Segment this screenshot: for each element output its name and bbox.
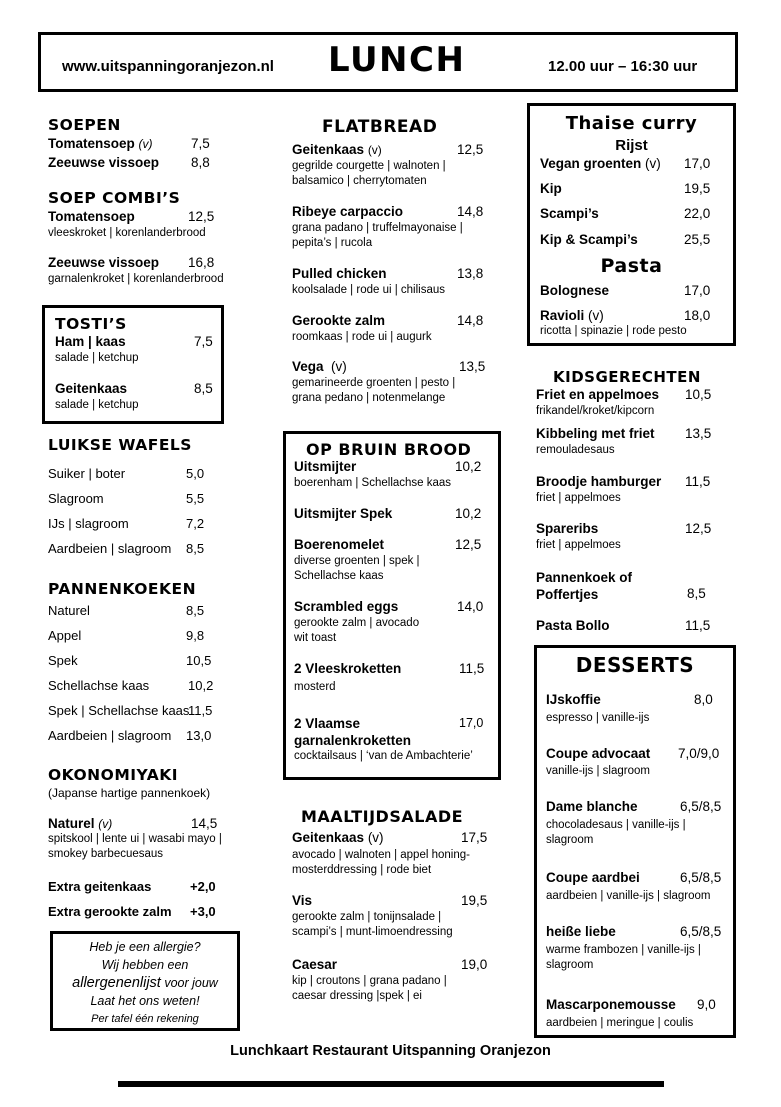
menu-item-price: 12,5 <box>457 142 484 157</box>
menu-item-price: 17,0 <box>459 716 484 730</box>
page-title: LUNCH <box>328 40 466 80</box>
menu-item-price: 10,5 <box>186 653 212 668</box>
website[interactable]: www.uitspanningoranjezon.nl <box>62 58 274 75</box>
extra-name: Extra gerookte zalm <box>48 904 172 919</box>
soepen-title: SOEPEN <box>48 116 121 134</box>
flatbread-title: FLATBREAD <box>322 117 438 137</box>
soep-combi-title: SOEP COMBI’S <box>48 189 181 207</box>
menu-item-desc: cocktailsaus | ‘van de Ambachterie’ <box>294 750 473 762</box>
menu-item-name: Caesar <box>292 957 338 972</box>
menu-item-name: Gerookte zalm <box>292 313 386 328</box>
menu-item-desc: gerookte zalm | tonijnsalade | scampi’s | munt-limoendressing <box>292 911 453 938</box>
menu-item-desc: gegrilde courgette | walnoten | balsamico | cherrytomaten <box>292 160 446 187</box>
menu-item-name: Coupe aardbei <box>546 870 640 885</box>
footer-rule <box>118 1081 664 1087</box>
menu-item-price: 25,5 <box>684 232 711 247</box>
menu-item-desc: frikandel/kroket/kipcorn <box>536 405 655 417</box>
menu-item-price: 17,0 <box>684 156 711 171</box>
menu-item-price: 5,0 <box>186 466 205 481</box>
menu-item-price: 10,2 <box>455 506 482 521</box>
menu-item-desc: avocado | walnoten | appel honing- mosterddressing | rode biet <box>292 849 470 876</box>
menu-item-price: 18,0 <box>684 308 711 323</box>
menu-item-desc: diverse groenten | spek | Schellachse kaas <box>294 555 420 582</box>
opening-hours: 12.00 uur – 16:30 uur <box>548 58 698 75</box>
menu-item-desc: salade | ketchup <box>55 352 139 364</box>
menu-item-name: Bolognese <box>540 283 610 298</box>
menu-item-name: Tomatensoep (v) <box>48 136 153 151</box>
menu-item-price: 12,5 <box>188 209 215 224</box>
menu-item-price: 17,5 <box>461 830 488 845</box>
menu-item-name: Mascarponemousse <box>546 997 676 1012</box>
menu-item-price: 14,8 <box>457 313 484 328</box>
menu-item-price: 12,5 <box>685 521 712 536</box>
footer-text: Lunchkaart Restaurant Uitspanning Oranjezon <box>230 1043 551 1059</box>
menu-item-price: 19,0 <box>461 957 488 972</box>
menu-item-name: Coupe advocaat <box>546 746 651 761</box>
menu-item-desc: garnalenkroket | korenlanderbrood <box>48 273 224 285</box>
menu-item-name: Vegan groenten (v) <box>540 156 661 171</box>
menu-item-price: 19,5 <box>461 893 488 908</box>
menu-item-price: 7,5 <box>191 136 210 151</box>
menu-item-price: 10,5 <box>685 387 712 402</box>
menu-item-name: Ham | kaas <box>55 334 126 349</box>
menu-item-desc: aardbeien | meringue | coulis <box>546 1017 694 1029</box>
menu-item-price: 17,0 <box>684 283 711 298</box>
menu-item-price: 14,8 <box>457 204 484 219</box>
menu-item-name: Schellachse kaas <box>48 678 150 693</box>
menu-item-desc: boerenham | Schellachse kaas <box>294 477 452 489</box>
okonomiyaki-title: OKONOMIYAKI <box>48 766 179 784</box>
menu-item-price: 10,2 <box>188 678 214 693</box>
menu-item-desc: aardbeien | vanille-ijs | slagroom <box>546 890 711 902</box>
menu-item-desc: koolsalade | rode ui | chilisaus <box>292 284 446 296</box>
menu-item-desc: remouladesaus <box>536 444 615 456</box>
tostis-title: TOSTI’S <box>55 315 127 333</box>
menu-item-desc: friet | appelmoes <box>536 539 621 551</box>
menu-item-name: Naturel (v) <box>48 816 113 831</box>
menu-item-name: Kibbeling met friet <box>536 426 655 441</box>
menu-item-name: Suiker | boter <box>48 466 126 481</box>
menu-item-price: 8,5 <box>194 381 213 396</box>
menu-item-price: 16,8 <box>188 255 215 270</box>
menu-item-name: Geitenkaas (v) <box>292 142 382 157</box>
pasta-title: Pasta <box>600 255 663 277</box>
menu-item-price: 11,5 <box>459 661 485 676</box>
kids-title: KIDSGERECHTEN <box>553 368 701 386</box>
menu-item-desc: warme frambozen | vanille-ijs | slagroom <box>546 944 701 971</box>
menu-item-desc: espresso | vanille-ijs <box>546 712 650 724</box>
menu-item-price: 22,0 <box>684 206 711 221</box>
menu-item-name: heiße liebe <box>546 924 616 939</box>
menu-item-price: 7,0/9,0 <box>678 746 720 761</box>
menu-item-price: 8,5 <box>687 586 706 601</box>
bruin-brood-title: OP BRUIN BROOD <box>306 440 472 459</box>
extra-price: +2,0 <box>190 879 216 894</box>
wafels-title: LUIKSE WAFELS <box>48 436 192 454</box>
menu-item-price: 14,0 <box>457 599 484 614</box>
menu-item-name: Ravioli (v) <box>540 308 604 323</box>
menu-item-name: Scampi’s <box>540 206 599 221</box>
menu-item-desc: friet | appelmoes <box>536 492 621 504</box>
menu-item-name: Tomatensoep <box>48 209 135 224</box>
menu-item-price: 5,5 <box>186 491 205 506</box>
menu-item-name: Uitsmijter Spek <box>294 506 393 521</box>
menu-item-price: 10,2 <box>455 459 482 474</box>
menu-item-desc: roomkaas | rode ui | augurk <box>292 331 432 343</box>
menu-item-name: Spek | Schellachse kaas <box>48 703 190 718</box>
extra-name: Extra geitenkaas <box>48 879 152 894</box>
menu-item-price: 11,5 <box>188 703 213 718</box>
menu-item-price: 11,5 <box>685 474 711 489</box>
menu-item-desc: kip | croutons | grana padano | caesar dressing |spek | ei <box>292 975 447 1002</box>
menu-item-name: Broodje hamburger <box>536 474 662 489</box>
menu-item-name: Appel <box>48 628 82 643</box>
menu-item-desc: gerookte zalm | avocado wit toast <box>294 617 420 644</box>
menu-item-desc: mosterd <box>294 681 336 693</box>
menu-item-name: Slagroom <box>48 491 104 506</box>
menu-item-desc: gemarineerde groenten | pesto | grana pedano | notenmelange <box>292 377 456 404</box>
desserts-title: DESSERTS <box>575 653 695 677</box>
menu-item-desc: vanille-ijs | slagroom <box>546 765 650 777</box>
menu-item-name: Uitsmijter <box>294 459 357 474</box>
menu-item-name: Zeeuwse vissoep <box>48 155 160 170</box>
menu-item-price: 9,8 <box>186 628 205 643</box>
menu-item-desc: salade | ketchup <box>55 399 139 411</box>
menu-item-desc: spitskool | lente ui | wasabi mayo | smokey barbecuesaus <box>48 833 222 860</box>
menu-item-price: 13,0 <box>186 728 212 743</box>
menu-item-name: Pulled chicken <box>292 266 387 281</box>
okonomiyaki-subtitle: (Japanse hartige pannenkoek) <box>48 786 211 800</box>
menu-item-name: Pannenkoek of Poffertjes <box>536 570 633 602</box>
menu-item-price: 6,5/8,5 <box>680 799 722 814</box>
menu-item-name: Zeeuwse vissoep <box>48 255 160 270</box>
menu-item-desc: chocoladesaus | vanille-ijs | slagroom <box>546 819 686 846</box>
menu-item-name: Kip <box>540 181 562 196</box>
menu-item-name: Kip & Scampi’s <box>540 232 638 247</box>
menu-item-price: 13,8 <box>457 266 484 281</box>
menu-item-name: Scrambled eggs <box>294 599 399 614</box>
menu-item-price: 8,5 <box>186 603 205 618</box>
menu-item-name: 2 Vlaamse garnalenkroketten <box>294 716 412 748</box>
menu-item-price: 8,5 <box>186 541 205 556</box>
menu-item-price: 7,2 <box>186 516 205 531</box>
menu-item-desc: vleeskroket | korenlanderbrood <box>48 227 206 239</box>
menu-item-name: Vega (v) <box>292 359 347 374</box>
menu-item-desc: grana padano | truffelmayonaise | pepita’s | rucola <box>292 222 463 249</box>
menu-item-name: IJskoffie <box>546 692 601 707</box>
thai-title: Thaise curry <box>565 113 698 134</box>
menu-item-name: 2 Vleeskroketten <box>294 661 402 676</box>
menu-item-name: Dame blanche <box>546 799 638 814</box>
pannenkoeken-title: PANNENKOEKEN <box>48 580 197 598</box>
menu-item-desc: ricotta | spinazie | rode pesto <box>540 325 687 337</box>
extra-price: +3,0 <box>190 904 216 919</box>
menu-item-price: 8,8 <box>191 155 210 170</box>
menu-item-name: Spek <box>48 653 78 668</box>
menu-item-name: Spareribs <box>536 521 599 536</box>
menu-item-price: 19,5 <box>684 181 711 196</box>
menu-item-name: Boerenomelet <box>294 537 385 552</box>
menu-item-price: 14,5 <box>191 816 218 831</box>
menu-item-price: 13,5 <box>685 426 712 441</box>
menu-item-price: 13,5 <box>459 359 486 374</box>
menu-item-name: Naturel <box>48 603 90 618</box>
thai-subtitle: Rijst <box>615 137 648 154</box>
menu-item-price: 12,5 <box>455 537 482 552</box>
menu-item-price: 9,0 <box>697 997 716 1012</box>
menu-item-name: Ribeye carpaccio <box>292 204 404 219</box>
maaltijdsalade-title: MAALTIJDSALADE <box>301 807 464 826</box>
menu-item-price: 11,5 <box>685 618 711 633</box>
menu-item-price: 7,5 <box>194 334 213 349</box>
menu-item-name: Aardbeien | slagroom <box>48 541 172 556</box>
menu-item-name: Vis <box>292 893 313 908</box>
menu-item-name: Geitenkaas <box>55 381 128 396</box>
menu-item-price: 6,5/8,5 <box>680 870 722 885</box>
menu-item-price: 8,0 <box>694 692 713 707</box>
menu-item-price: 6,5/8,5 <box>680 924 722 939</box>
menu-item-name: IJs | slagroom <box>48 516 129 531</box>
allergy-notice: Heb je een allergie? Wij hebben een allergenenlijst voor jouw Laat het ons weten! Per tafel één rekening <box>72 940 218 1025</box>
menu-item-name: Friet en appelmoes <box>536 387 660 402</box>
menu-item-name: Pasta Bollo <box>536 618 610 633</box>
menu-item-name: Aardbeien | slagroom <box>48 728 172 743</box>
menu-item-name: Geitenkaas (v) <box>292 830 384 845</box>
